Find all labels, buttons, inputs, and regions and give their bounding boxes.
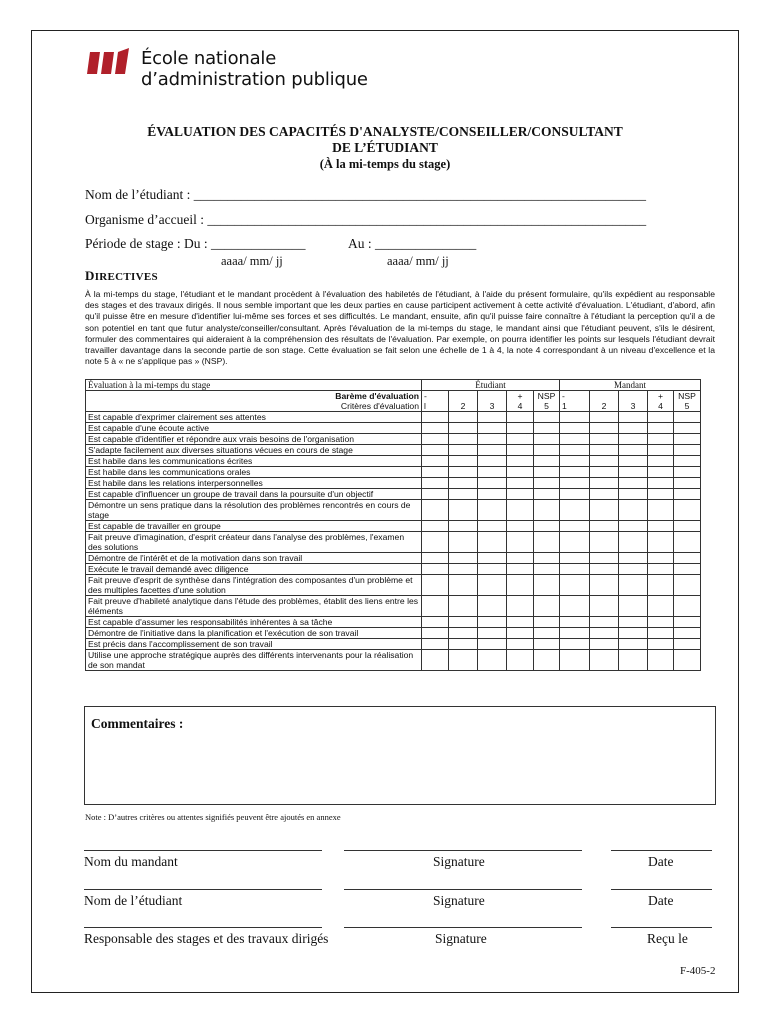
etudiant-rating-cell[interactable] (478, 423, 507, 434)
etudiant-rating-cell[interactable] (449, 617, 478, 628)
criterion-label: Démontre de l'intérêt et de la motivation dans son travail (86, 553, 422, 564)
mandant-rating-cell[interactable] (560, 575, 590, 596)
criterion-label: Est capable d'assumer les responsabilités inhérentes à sa tâche (86, 617, 422, 628)
directives-text: À la mi-temps du stage, l'étudiant et le mandant procèdent à l'évaluation des habiletés de l'étudiant, à l'aide du présent formulaire, qu'ils expédient au responsable des stages et des travaux dirigés. Il nous semble important que les deux parties en cause participent activement à cette activité d'évaluation. L'étudiant, d'abord, afin qu'il puisse être en mesure d'identifier lui-même ses forces et ses difficultés. Le mandant, ensuite, afin qu'il puisse faire connaître à l'étudiant la perception qu'il a de son potentiel en tant que futur analyste/conseiller/consultant. Après l'évaluation de la mi-temps du stage, le mandant ainsi que l'étudiant peuvent, s'ils le désirent, formuler des commentaires qui aideraient à la compréhension des résultats de l'évaluation. Par exemple, on pourra identifier les points sur lesquels l'étudiant devrait travailler davantage dans la seconde partie de son stage. Cette évaluation se fait selon une échelle de 1 à 4, la note 4 correspondant à un niveau d'excellence et la note 5 à « ne s'applique pas » (NSP). (85, 289, 715, 367)
etudiant-rating-cell[interactable] (507, 521, 534, 532)
scale-etudiant-4: + 4 (507, 391, 534, 412)
criterion-label: Démontre un sens pratique dans la résolution des problèmes rencontrés en cours de stage (86, 500, 422, 521)
mandant-rating-cell[interactable] (674, 521, 701, 532)
mandant-rating-cell[interactable] (590, 532, 619, 553)
mandant-rating-cell[interactable] (674, 489, 701, 500)
mandant-date-line[interactable] (611, 850, 712, 851)
etudiant-rating-cell[interactable] (507, 478, 534, 489)
mandant-rating-cell[interactable] (590, 478, 619, 489)
etudiant-rating-cell[interactable] (507, 639, 534, 650)
etudiant-rating-cell[interactable] (534, 423, 560, 434)
mandant-rating-cell[interactable] (619, 478, 648, 489)
mandant-rating-cell[interactable] (648, 628, 674, 639)
etudiant-rating-cell[interactable] (534, 489, 560, 500)
mandant-rating-cell[interactable] (590, 639, 619, 650)
enap-logo (87, 48, 368, 90)
etudiant-rating-cell[interactable] (478, 434, 507, 445)
mandant-rating-cell[interactable] (648, 412, 674, 423)
mandant-rating-cell[interactable] (619, 617, 648, 628)
scale-label: Barème d'évaluation Critères d'évaluation (86, 391, 422, 412)
etudiant-rating-cell[interactable] (449, 521, 478, 532)
mandant-rating-cell[interactable] (674, 617, 701, 628)
table-row (86, 650, 701, 671)
mandant-rating-cell[interactable] (619, 412, 648, 423)
criterion-label: Est capable d'identifier et répondre aux vrais besoins de l'organisation (86, 434, 422, 445)
etudiant-rating-cell[interactable] (449, 412, 478, 423)
mandant-rating-cell[interactable] (560, 456, 590, 467)
etudiant-rating-cell[interactable] (422, 639, 449, 650)
etudiant-rating-cell[interactable] (422, 575, 449, 596)
comments-label: Commentaires : (91, 716, 184, 731)
received-date-label: Reçu le (647, 931, 688, 946)
etudiant-rating-cell[interactable] (449, 596, 478, 617)
mandant-rating-cell[interactable] (648, 532, 674, 553)
table-row (86, 521, 701, 532)
etudiant-rating-cell[interactable] (478, 639, 507, 650)
criterion-label: S'adapte facilement aux diverses situations vécues en cours de stage (86, 445, 422, 456)
enap-logo-icon (87, 48, 129, 76)
mandant-rating-cell[interactable] (560, 478, 590, 489)
comments-box[interactable] (84, 706, 716, 805)
etudiant-rating-cell[interactable] (507, 564, 534, 575)
etudiant-rating-cell[interactable] (449, 434, 478, 445)
table-row (86, 564, 701, 575)
etudiant-rating-cell[interactable] (507, 456, 534, 467)
mandant-rating-cell[interactable] (674, 650, 701, 671)
student-signature-line[interactable] (344, 889, 582, 890)
mandant-rating-cell[interactable] (560, 564, 590, 575)
criterion-label: Est capable de travailler en groupe (86, 521, 422, 532)
logo-line-1: École nationale (141, 48, 277, 69)
mandant-rating-cell[interactable] (590, 467, 619, 478)
etudiant-rating-cell[interactable] (449, 553, 478, 564)
mandant-rating-cell[interactable] (674, 445, 701, 456)
mandant-rating-cell[interactable] (560, 532, 590, 553)
table-row (86, 456, 701, 467)
criterion-label: Est habile dans les communications orales (86, 467, 422, 478)
student-signature-label: Signature (433, 893, 485, 908)
etudiant-rating-cell[interactable] (422, 434, 449, 445)
mandant-rating-cell[interactable] (590, 521, 619, 532)
etudiant-rating-cell[interactable] (507, 500, 534, 521)
table-row (86, 639, 701, 650)
mandant-rating-cell[interactable] (560, 617, 590, 628)
etudiant-rating-cell[interactable] (507, 489, 534, 500)
mandant-rating-cell[interactable] (619, 596, 648, 617)
criterion-label: Fait preuve d'esprit de synthèse dans l'intégration des composantes d'un problème et des multiples facettes d'une solution (86, 575, 422, 596)
mandant-rating-cell[interactable] (560, 412, 590, 423)
etudiant-rating-cell[interactable] (422, 553, 449, 564)
etudiant-rating-cell[interactable] (449, 423, 478, 434)
student-date-label: Date (648, 893, 674, 908)
mandant-rating-cell[interactable] (560, 500, 590, 521)
etudiant-rating-cell[interactable] (478, 489, 507, 500)
table-row (86, 434, 701, 445)
etudiant-rating-cell[interactable] (534, 596, 560, 617)
mandant-rating-cell[interactable] (619, 489, 648, 500)
mandant-rating-cell[interactable] (648, 478, 674, 489)
etudiant-rating-cell[interactable] (507, 650, 534, 671)
mandant-rating-cell[interactable] (619, 564, 648, 575)
mandant-date-label: Date (648, 854, 674, 869)
host-organization-field[interactable]: Organisme d’accueil : _________________________________________________________________ (85, 212, 647, 227)
mandant-rating-cell[interactable] (590, 628, 619, 639)
mandant-rating-cell[interactable] (648, 467, 674, 478)
responsable-name-line[interactable] (84, 927, 322, 928)
mandant-rating-cell[interactable] (560, 650, 590, 671)
etudiant-rating-cell[interactable] (478, 628, 507, 639)
mandant-rating-cell[interactable] (590, 564, 619, 575)
date-format-from: aaaa/ mm/ jj (221, 254, 283, 268)
mandant-rating-cell[interactable] (590, 596, 619, 617)
etudiant-rating-cell[interactable] (534, 412, 560, 423)
student-name-field[interactable]: Nom de l’étudiant : ___________________________________________________________________ (85, 187, 646, 202)
etudiant-rating-cell[interactable] (422, 596, 449, 617)
etudiant-rating-cell[interactable] (449, 500, 478, 521)
mandant-rating-cell[interactable] (648, 650, 674, 671)
mandant-rating-cell[interactable] (560, 596, 590, 617)
etudiant-rating-cell[interactable] (478, 532, 507, 553)
mandant-rating-cell[interactable] (590, 434, 619, 445)
etudiant-rating-cell[interactable] (534, 521, 560, 532)
mandant-rating-cell[interactable] (619, 532, 648, 553)
etudiant-rating-cell[interactable] (422, 445, 449, 456)
etudiant-rating-cell[interactable] (507, 553, 534, 564)
etudiant-rating-cell[interactable] (449, 445, 478, 456)
mandant-rating-cell[interactable] (560, 521, 590, 532)
etudiant-rating-cell[interactable] (449, 456, 478, 467)
criterion-label: Utilise une approche stratégique auprès des différents intervenants pour la réalisation de son mandat (86, 650, 422, 671)
mandant-rating-cell[interactable] (674, 596, 701, 617)
table-row (86, 575, 701, 596)
etudiant-rating-cell[interactable] (534, 445, 560, 456)
mandant-rating-cell[interactable] (674, 628, 701, 639)
etudiant-rating-cell[interactable] (449, 489, 478, 500)
received-date-line[interactable] (611, 927, 712, 928)
etudiant-rating-cell[interactable] (422, 500, 449, 521)
etudiant-rating-cell[interactable] (478, 650, 507, 671)
etudiant-rating-cell[interactable] (534, 650, 560, 671)
etudiant-rating-cell[interactable] (422, 412, 449, 423)
mandant-rating-cell[interactable] (674, 434, 701, 445)
mandant-rating-cell[interactable] (648, 617, 674, 628)
scale-etudiant-1: - l (422, 391, 449, 412)
mandant-rating-cell[interactable] (590, 500, 619, 521)
etudiant-rating-cell[interactable] (449, 467, 478, 478)
mandant-rating-cell[interactable] (648, 445, 674, 456)
mandant-rating-cell[interactable] (619, 434, 648, 445)
etudiant-rating-cell[interactable] (449, 650, 478, 671)
mandant-signature-line[interactable] (344, 850, 582, 851)
criterion-label: Est capable d'influencer un groupe de travail dans la poursuite d'un objectif (86, 489, 422, 500)
etudiant-rating-cell[interactable] (449, 564, 478, 575)
criterion-label: Est capable d'exprimer clairement ses attentes (86, 412, 422, 423)
form-title: ÉVALUATION DES CAPACITÉS D'ANALYSTE/CONSEILLER/CONSULTANT (147, 124, 623, 139)
form-subtitle: (À la mi-temps du stage) (319, 157, 451, 171)
etudiant-rating-cell[interactable] (422, 423, 449, 434)
table-row (86, 489, 701, 500)
etudiant-rating-cell[interactable] (478, 596, 507, 617)
mandant-rating-cell[interactable] (619, 639, 648, 650)
etudiant-rating-cell[interactable] (449, 532, 478, 553)
etudiant-rating-cell[interactable] (507, 628, 534, 639)
criterion-label: Est habile dans les communications écrites (86, 456, 422, 467)
scale-mandant-2: 2 (590, 391, 619, 412)
etudiant-rating-cell[interactable] (478, 456, 507, 467)
mandant-rating-cell[interactable] (674, 478, 701, 489)
mandant-rating-cell[interactable] (674, 456, 701, 467)
mandant-rating-cell[interactable] (619, 628, 648, 639)
etudiant-rating-cell[interactable] (478, 575, 507, 596)
mandant-rating-cell[interactable] (590, 445, 619, 456)
mandant-rating-cell[interactable] (560, 434, 590, 445)
mandant-rating-cell[interactable] (648, 521, 674, 532)
mandant-rating-cell[interactable] (619, 500, 648, 521)
mandant-rating-cell[interactable] (590, 575, 619, 596)
mandant-rating-cell[interactable] (560, 489, 590, 500)
etudiant-rating-cell[interactable] (507, 617, 534, 628)
mandant-rating-cell[interactable] (619, 456, 648, 467)
etudiant-rating-cell[interactable] (534, 456, 560, 467)
mandant-rating-cell[interactable] (648, 489, 674, 500)
etudiant-rating-cell[interactable] (449, 628, 478, 639)
mandant-rating-cell[interactable] (590, 489, 619, 500)
responsable-signature-label: Signature (435, 931, 487, 946)
mandant-rating-cell[interactable] (619, 445, 648, 456)
mandant-rating-cell[interactable] (674, 575, 701, 596)
student-name-line[interactable] (84, 889, 322, 890)
table-row (86, 617, 701, 628)
mandant-rating-cell[interactable] (619, 553, 648, 564)
etudiant-rating-cell[interactable] (534, 434, 560, 445)
mandant-rating-cell[interactable] (560, 553, 590, 564)
mandant-rating-cell[interactable] (590, 412, 619, 423)
etudiant-rating-cell[interactable] (422, 456, 449, 467)
mandant-rating-cell[interactable] (674, 467, 701, 478)
mandant-rating-cell[interactable] (590, 553, 619, 564)
student-name-label: Nom de l’étudiant (84, 893, 183, 908)
table-row (86, 412, 701, 423)
mandant-rating-cell[interactable] (560, 423, 590, 434)
etudiant-rating-cell[interactable] (422, 617, 449, 628)
period-from-field[interactable]: Période de stage : Du : ______________ (85, 236, 306, 251)
mandant-rating-cell[interactable] (619, 575, 648, 596)
mandant-rating-cell[interactable] (674, 532, 701, 553)
criterion-label: Est capable d'une écoute active (86, 423, 422, 434)
etudiant-rating-cell[interactable] (534, 467, 560, 478)
form-title-line-2: DE L’ÉTUDIANT (332, 140, 438, 155)
etudiant-rating-cell[interactable] (507, 412, 534, 423)
mandant-rating-cell[interactable] (674, 500, 701, 521)
etudiant-rating-cell[interactable] (422, 564, 449, 575)
etudiant-rating-cell[interactable] (422, 628, 449, 639)
mandant-rating-cell[interactable] (674, 423, 701, 434)
etudiant-rating-cell[interactable] (478, 500, 507, 521)
etudiant-rating-cell[interactable] (507, 423, 534, 434)
scale-mandant-4: + 4 (648, 391, 674, 412)
etudiant-rating-cell[interactable] (534, 500, 560, 521)
criterion-label: Démontre de l'initiative dans la planification et l'exécution de son travail (86, 628, 422, 639)
student-date-line[interactable] (611, 889, 712, 890)
etudiant-rating-cell[interactable] (534, 564, 560, 575)
mandant-rating-cell[interactable] (648, 423, 674, 434)
etudiant-rating-cell[interactable] (534, 639, 560, 650)
table-row (86, 596, 701, 617)
etudiant-rating-cell[interactable] (478, 553, 507, 564)
table-row (86, 553, 701, 564)
mandant-rating-cell[interactable] (619, 650, 648, 671)
table-row (86, 467, 701, 478)
responsable-signature-line[interactable] (344, 927, 582, 928)
mandant-rating-cell[interactable] (648, 596, 674, 617)
mandant-rating-cell[interactable] (590, 617, 619, 628)
criterion-label: Fait preuve d'habileté analytique dans l'étude des problèmes, établit des liens entre les éléments (86, 596, 422, 617)
etudiant-rating-cell[interactable] (478, 412, 507, 423)
etudiant-rating-cell[interactable] (422, 521, 449, 532)
mandant-rating-cell[interactable] (648, 456, 674, 467)
mandant-rating-cell[interactable] (648, 500, 674, 521)
mandant-rating-cell[interactable] (560, 628, 590, 639)
mandant-rating-cell[interactable] (619, 423, 648, 434)
evaluation-table (85, 379, 701, 671)
period-to-field[interactable]: Au : _______________ (348, 236, 477, 251)
mandant-name-label: Nom du mandant (84, 854, 178, 869)
table-header-title: Évaluation à la mi-temps du stage (86, 380, 422, 391)
etudiant-rating-cell[interactable] (534, 575, 560, 596)
mandant-name-line[interactable] (84, 850, 322, 851)
table-row (86, 628, 701, 639)
table-row (86, 423, 701, 434)
mandant-rating-cell[interactable] (648, 434, 674, 445)
scale-etudiant-5: NSP 5 (534, 391, 560, 412)
scale-mandant-3: 3 (619, 391, 648, 412)
mandant-rating-cell[interactable] (648, 575, 674, 596)
table-row (86, 445, 701, 456)
etudiant-rating-cell[interactable] (507, 532, 534, 553)
annex-note: Note : D’autres critères ou attentes signifiés peuvent être ajoutés en annexe (85, 812, 341, 822)
mandant-rating-cell[interactable] (674, 553, 701, 564)
criterion-label: Fait preuve d'imagination, d'esprit créateur dans l'analyse des problèmes, l'examen des solutions (86, 532, 422, 553)
etudiant-rating-cell[interactable] (507, 434, 534, 445)
header-mandant: Mandant (560, 380, 701, 391)
etudiant-rating-cell[interactable] (507, 467, 534, 478)
mandant-rating-cell[interactable] (674, 639, 701, 650)
responsable-name-label: Responsable des stages et des travaux dirigés (84, 931, 329, 946)
etudiant-rating-cell[interactable] (449, 478, 478, 489)
etudiant-rating-cell[interactable] (534, 478, 560, 489)
mandant-rating-cell[interactable] (648, 639, 674, 650)
criterion-label: Est précis dans l'accomplissement de son travail (86, 639, 422, 650)
criterion-label: Est habile dans les relations interpersonnelles (86, 478, 422, 489)
mandant-rating-cell[interactable] (674, 412, 701, 423)
mandant-rating-cell[interactable] (560, 639, 590, 650)
etudiant-rating-cell[interactable] (422, 478, 449, 489)
criterion-label: Exécute le travail demandé avec diligence (86, 564, 422, 575)
form-code: F-405-2 (680, 965, 716, 977)
mandant-rating-cell[interactable] (674, 564, 701, 575)
mandant-rating-cell[interactable] (590, 423, 619, 434)
header-etudiant: Étudiant (422, 380, 560, 391)
etudiant-rating-cell[interactable] (478, 467, 507, 478)
etudiant-rating-cell[interactable] (478, 521, 507, 532)
etudiant-rating-cell[interactable] (507, 596, 534, 617)
etudiant-rating-cell[interactable] (534, 532, 560, 553)
mandant-rating-cell[interactable] (648, 553, 674, 564)
scale-mandant-1: - 1 (560, 391, 590, 412)
mandant-rating-cell[interactable] (560, 467, 590, 478)
etudiant-rating-cell[interactable] (507, 575, 534, 596)
mandant-rating-cell[interactable] (648, 564, 674, 575)
etudiant-rating-cell[interactable] (478, 617, 507, 628)
etudiant-rating-cell[interactable] (507, 445, 534, 456)
etudiant-rating-cell[interactable] (478, 445, 507, 456)
table-row (86, 532, 701, 553)
etudiant-rating-cell[interactable] (478, 564, 507, 575)
etudiant-rating-cell[interactable] (534, 617, 560, 628)
etudiant-rating-cell[interactable] (534, 628, 560, 639)
etudiant-rating-cell[interactable] (422, 650, 449, 671)
etudiant-rating-cell[interactable] (449, 639, 478, 650)
mandant-rating-cell[interactable] (619, 521, 648, 532)
etudiant-rating-cell[interactable] (534, 553, 560, 564)
date-format-to: aaaa/ mm/ jj (387, 254, 449, 268)
scale-etudiant-3: 3 (478, 391, 507, 412)
etudiant-rating-cell[interactable] (422, 532, 449, 553)
scale-etudiant-2: 2 (449, 391, 478, 412)
mandant-rating-cell[interactable] (590, 650, 619, 671)
etudiant-rating-cell[interactable] (422, 489, 449, 500)
mandant-rating-cell[interactable] (619, 467, 648, 478)
etudiant-rating-cell[interactable] (422, 467, 449, 478)
logo-line-2: d’administration publique (141, 69, 368, 90)
directives-heading: DIRECTIVES (85, 268, 158, 283)
table-row (86, 478, 701, 489)
etudiant-rating-cell[interactable] (449, 575, 478, 596)
mandant-rating-cell[interactable] (590, 456, 619, 467)
scale-mandant-5: NSP 5 (674, 391, 701, 412)
etudiant-rating-cell[interactable] (478, 478, 507, 489)
table-row (86, 500, 701, 521)
mandant-signature-label: Signature (433, 854, 485, 869)
mandant-rating-cell[interactable] (560, 445, 590, 456)
